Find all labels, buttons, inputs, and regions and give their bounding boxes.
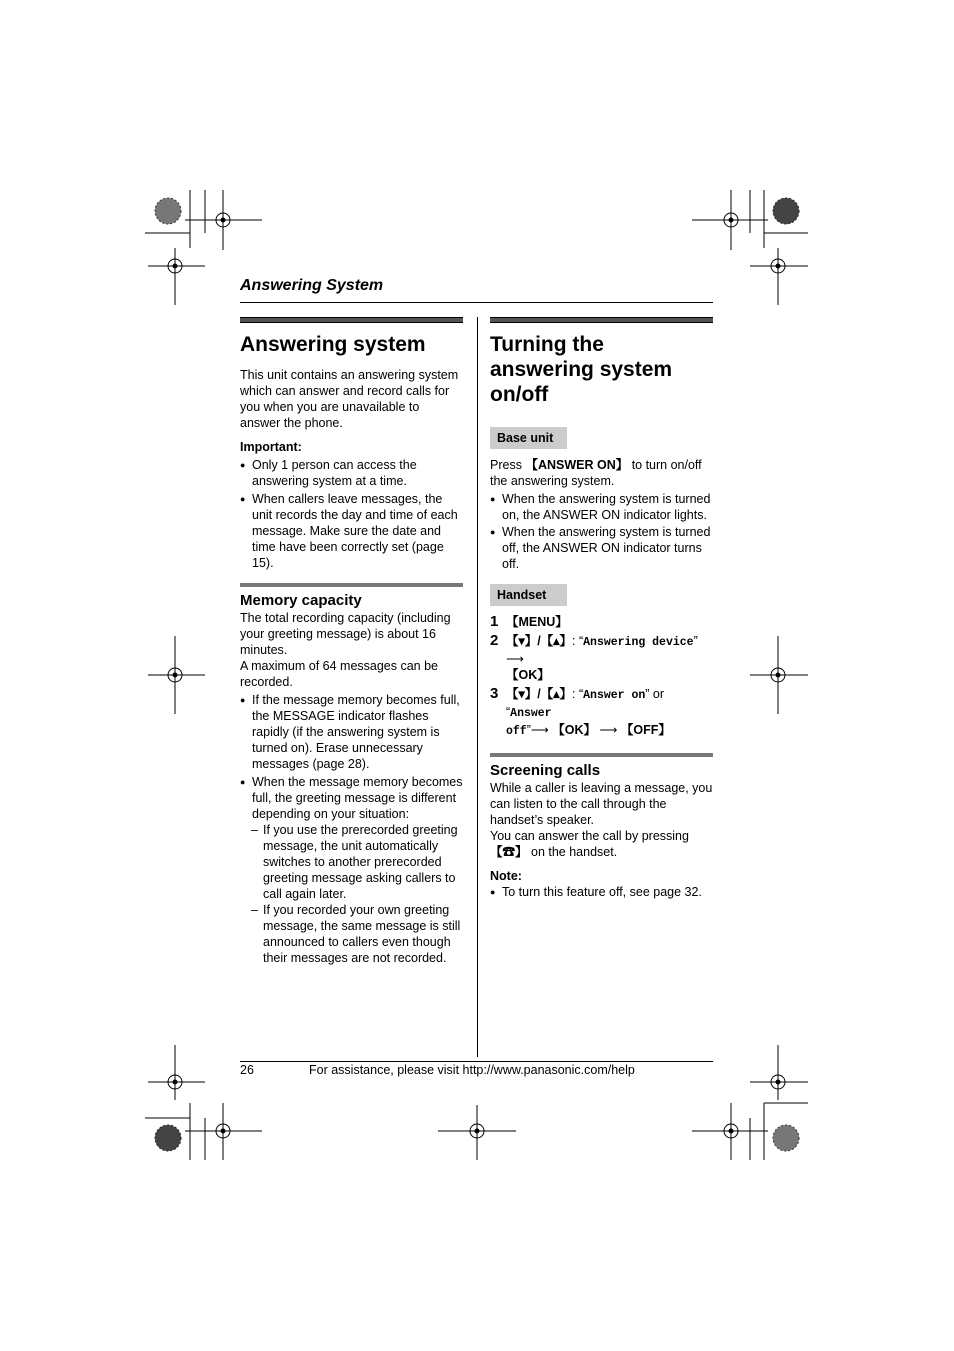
memory-list — [240, 692, 463, 966]
important-label: Important: — [240, 440, 302, 454]
handset-tag: Handset — [490, 584, 567, 606]
answering-system-title: Answering system — [240, 333, 426, 356]
list-item: ● Only 1 person can access the answering system at a time. — [240, 457, 463, 489]
list-subitem: – If you recorded your own greeting message, the same message is still announced to callers even though their messages are not recorded. — [240, 902, 463, 966]
step-number: 1 — [490, 613, 499, 630]
answer-on-key: 【ANSWER ON】 — [525, 458, 629, 472]
text: Press — [490, 458, 526, 472]
screening-text: While a caller is leaving a message, you can listen to the call through the handset’s speaker. — [490, 781, 713, 827]
title-bar — [240, 317, 463, 323]
right-column — [490, 317, 713, 900]
note-label: Note: — [490, 869, 522, 883]
list-item: ● When callers leave messages, the unit records the day and time of each message. Make sure the date and time have been correctly set (page 15). — [240, 491, 463, 571]
base-unit-tag: Base unit — [490, 427, 567, 449]
section-header: Answering System — [240, 277, 384, 294]
text: You can answer the call by pressing — [490, 829, 689, 843]
list-subitem: – If you use the prerecorded greeting message, the unit automatically switches to another prerecorded greeting message asking callers to call again later. — [240, 822, 463, 902]
base-unit-instruction — [490, 457, 713, 489]
note-list — [490, 884, 713, 900]
nav-keys: 【▾】/【▴】 — [506, 634, 573, 648]
turning-on-off-title: Turning the answering system on/off — [490, 333, 673, 406]
page-number: 26 — [240, 1063, 254, 1077]
section-bar — [490, 753, 713, 757]
nav-keys: 【▾】/【▴】 — [506, 687, 573, 701]
ok-key: 【OK】 — [552, 723, 597, 737]
text: : “ — [572, 687, 584, 701]
ok-key: 【OK】 — [506, 668, 550, 682]
text: : “ — [572, 634, 584, 648]
list-item: ● When the answering system is turned off, the ANSWER ON indicator turns off. — [490, 524, 713, 572]
memory-capacity-title: Memory capacity — [240, 592, 362, 609]
left-column — [240, 317, 463, 966]
step-3 — [490, 686, 713, 740]
section-bar — [240, 583, 463, 587]
off-key: 【OFF】 — [620, 723, 671, 737]
list-item: ● When the answering system is turned on, the ANSWER ON indicator lights. — [490, 491, 713, 523]
talk-key-icon: 【☎】 — [490, 845, 528, 859]
text: to turn on/off the answering system. — [490, 458, 702, 488]
menu-key: 【MENU】 — [506, 615, 568, 629]
step-1 — [490, 614, 713, 630]
important-list — [240, 457, 463, 571]
text: ”⟶ — [526, 723, 553, 737]
list-item: ● If the message memory becomes full, the MESSAGE indicator flashes rapidly (if the answering system is turned on). Erase unnecessary messages (page 28). — [240, 692, 463, 772]
title-bar — [490, 317, 713, 323]
screening-text — [490, 828, 713, 860]
step-number: 3 — [490, 685, 499, 702]
step-2 — [490, 633, 713, 683]
menu-option: Answer — [510, 707, 552, 720]
list-item: ● When the message memory becomes full, the greeting message is different depending on your situation: — [240, 774, 463, 822]
list-item: ● To turn this feature off, see page 32. — [490, 884, 713, 900]
footer-rule — [240, 1061, 713, 1062]
header-rule — [240, 302, 713, 303]
memory-text: A maximum of 64 messages can be recorded. — [240, 659, 439, 689]
step-number: 2 — [490, 632, 499, 649]
text: on the handset. — [527, 845, 618, 859]
screening-calls-title: Screening calls — [490, 762, 601, 779]
assistance-text: For assistance, please visit http://www.panasonic.com/help — [309, 1063, 635, 1077]
menu-option: Answering device — [583, 636, 694, 649]
memory-text: The total recording capacity (including your greeting message) is about 16 minutes. — [240, 611, 451, 657]
text: ” ⟶ — [506, 634, 698, 666]
base-unit-list — [490, 491, 713, 572]
menu-option: off — [506, 725, 527, 738]
text: ” or “ — [506, 687, 665, 719]
column-divider — [477, 317, 478, 1057]
text: ⟶ — [596, 723, 621, 737]
intro-text: This unit contains an answering system which can answer and record calls for you when you are unavailable to answer the phone. — [240, 368, 459, 430]
menu-option: Answer on — [583, 689, 646, 702]
